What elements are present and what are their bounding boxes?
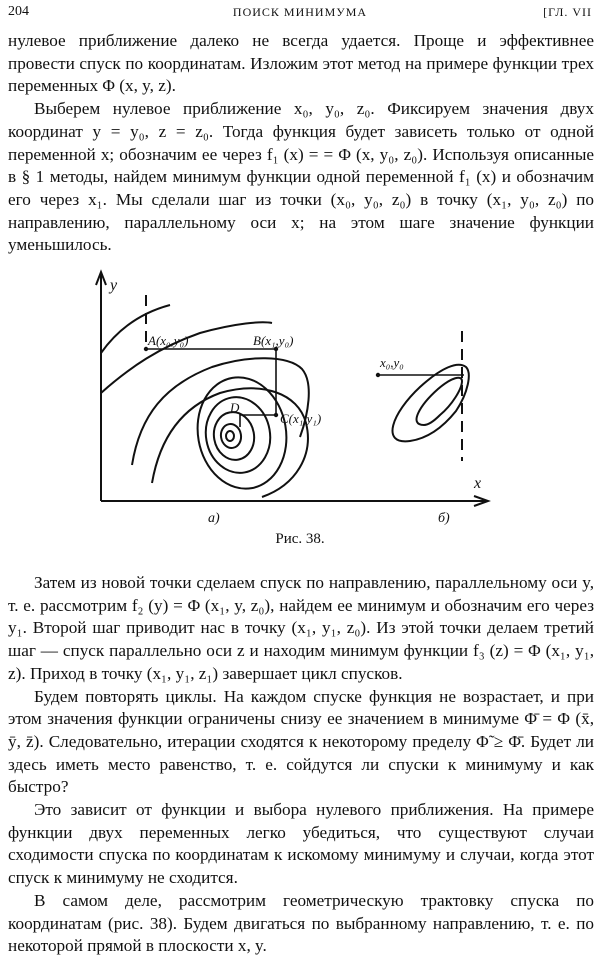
paragraph: Затем из новой точки сделаем спуск по направлению, параллельному оси y, т. е. рассмотрим f₂ (y) = Φ (x₁, y, z₀), найдем ее минимум и обозначим его через y₁. Второй шаг приводит нас в точку (x₁, y₁, z₀). Из этой точки делаем третий шаг — спуск параллельно оси z и находим минимум функции f₃ (z) = Φ (x₁, y₁, z). Приход в точку (x₁, y₁, z₁) завершает цикл спусков. xyxy=(8,573,594,683)
level-curve xyxy=(226,431,234,441)
text-block-top xyxy=(8,30,594,257)
paragraph: Выберем нулевое приближение x₀, y₀, z₀. Фиксируем значения двух координат y = y₀, z = z₀. Тогда функция будет зависеть только от одной переменной x; обозначим ее через f₁ (x) = = Φ (x, y₀, z₀). Используя описанные в § 1 методы, найдем минимум функции одной переменной f₁ (x) и обозначим его через x₁. Мы сделали шаг из точки (x₀, y₀, z₀) в точку (x₁, y₀, z₀) по направлению, параллельному оси x; на этом шаге значение функции уменьшилось. xyxy=(8,99,594,255)
level-curve-b xyxy=(392,365,468,442)
panel-a-label: a) xyxy=(208,511,220,525)
running-title: ПОИСК МИНИМУМА xyxy=(232,5,368,19)
text-block-bottom xyxy=(8,572,594,958)
figure-caption: Рис. 38. xyxy=(275,531,325,547)
point-x0y0-marker xyxy=(376,373,380,377)
panel-b-label: б) xyxy=(438,511,450,525)
running-header xyxy=(8,4,592,24)
chapter-label: [ГЛ. VII xyxy=(543,5,592,19)
x-axis-label: x xyxy=(474,475,482,492)
point-C-label: C(x₁,y₁) xyxy=(280,411,322,426)
point-C-marker xyxy=(274,413,278,417)
paragraph: Это зависит от функции и выбора нулевого приближения. На примере функции двух переменных легко убедиться, что существуют случаи сходимости спуска по координатам к искомому минимуму и случаи, когда этот спуск к минимуму не сходится. xyxy=(8,800,594,888)
y-axis-label: y xyxy=(110,277,118,294)
figure-38 xyxy=(0,265,600,525)
paragraph: Будем повторять циклы. На каждом спуске функция не возрастает, и при этом значения функции ограничены снизу ее значением в минимуме Φ̄ = Φ (x̄, ȳ, z̄). Следовательно, итерации сходятся к некоторому пределу Φ̃ ≥ Φ̄. Будет ли здесь иметь место равенство, т. е. сойдутся ли спуски к минимуму и как быстро? xyxy=(8,686,594,797)
point-B-label: B(x₁,y₀) xyxy=(253,333,294,348)
page-number: 204 xyxy=(8,4,29,19)
point-A-label: A(x₀,y₀) xyxy=(148,333,189,348)
point-D-label: D xyxy=(230,400,240,415)
paragraph: В самом деле, рассмотрим геометрическую трактовку спуска по координатам (рис. 38). Будем двигаться по выбранному направлению, т. е. по некоторой прямой в плоскости x, y. xyxy=(8,890,594,956)
point-x0y0-label: x₀,y₀ xyxy=(380,355,404,370)
paragraph: нулевое приближение далеко не всегда удается. Проще и эффективнее провести спуск по координатам. Изложим этот метод на примере функции трех переменных Φ (x, y, z). xyxy=(8,31,594,96)
